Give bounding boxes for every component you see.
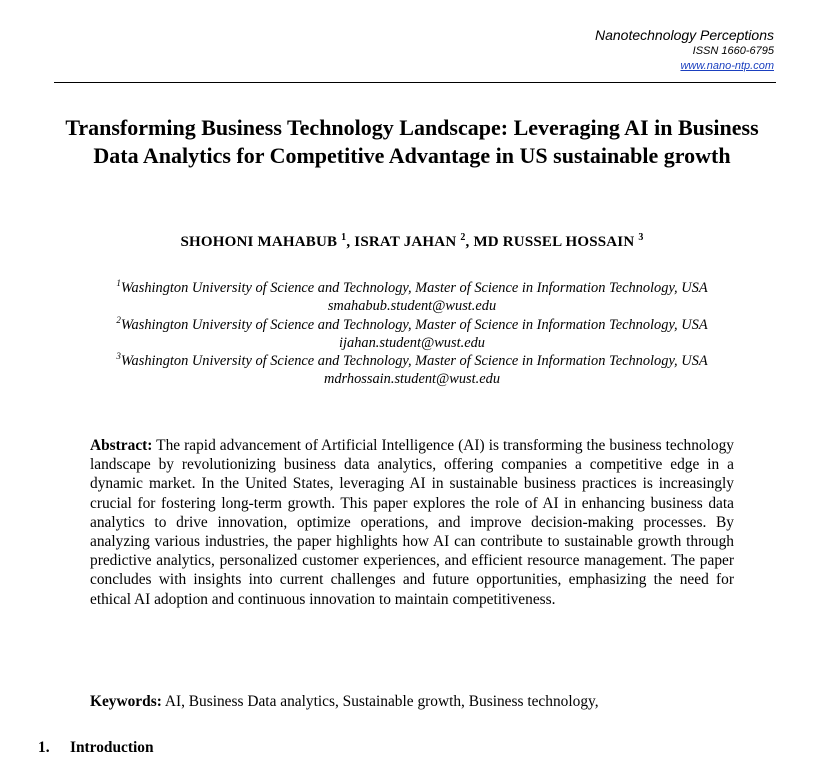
journal-name: Nanotechnology Perceptions [594,27,774,43]
affiliation-superscript: 2 [116,314,121,325]
affiliation-list [40,279,784,389]
affiliation-email: mdrhossain.student@wust.edu [323,371,501,388]
affiliation-institution: $^1$Washington University of Science and Technology, Master of Science in Information Technology, USA [116,278,708,296]
author-name: SHOHONI MAHABUB [180,234,338,250]
keywords-label: Keywords: [90,693,162,710]
header-divider [54,82,776,83]
affiliation-email: ijahan.student@wust.edu [339,334,485,351]
affiliation-superscript: 3 [116,351,121,362]
section-heading-introduction [38,738,154,757]
author-name: ISRAT JAHAN [354,234,457,250]
author-list [40,232,784,252]
keywords [90,692,790,711]
abstract-label: Abstract: [90,437,153,454]
author-separator: , [346,234,351,250]
author-separator: , [465,234,470,250]
author-superscript: 2 [460,232,466,243]
author-superscript: 1 [341,232,347,243]
journal-header [595,26,774,73]
abstract-text: The rapid advancement of Artificial Intelligence (AI) is transforming the business technology landscape by revolutionizing business data analytics, offering companies a competitive edge in a dynamic market. In the United States, leveraging AI in sustainable business practices is increasingly crucial for fostering long-term growth. This paper explores the role of AI in enhancing business data analytics to drive innovation, optimize operations, and improve decision-making processes. By analyzing various industries, the paper highlights how AI can contribute to sustainable growth through predictive analytics, personalized customer experiences, and efficient resource management. The paper concludes with insights into current challenges and future opportunities, emphasizing the need for ethical AI adoption and continuous innovation to maintain competitiveness. [90,437,734,608]
section-title: Introduction [70,739,154,756]
affiliation-superscript: 1 [116,278,121,289]
affiliation-institution: $^2$Washington University of Science and Technology, Master of Science in Information Technology, USA [116,314,708,333]
author-name: MD RUSSEL HOSSAIN [473,234,635,250]
keywords-text: AI, Business Data analytics, Sustainable growth, Business technology, [164,693,599,710]
journal-issn: ISSN 1660-6795 [692,45,774,57]
affiliation-email: smahabub.student@wust.edu [327,298,497,315]
abstract [90,436,734,609]
author-superscript: 3 [638,232,644,243]
section-number: 1. [38,739,50,756]
affiliation-institution: $^3$Washington University of Science and Technology, Master of Science in Information Technology, USA [116,351,708,370]
journal-url-link[interactable]: www.nano-ntp.com [680,60,774,72]
paper-title: Transforming Business Technology Landscape: Leveraging AI in Business Data Analytics for Competitive Advantage in US sustainable growth [65,115,759,168]
